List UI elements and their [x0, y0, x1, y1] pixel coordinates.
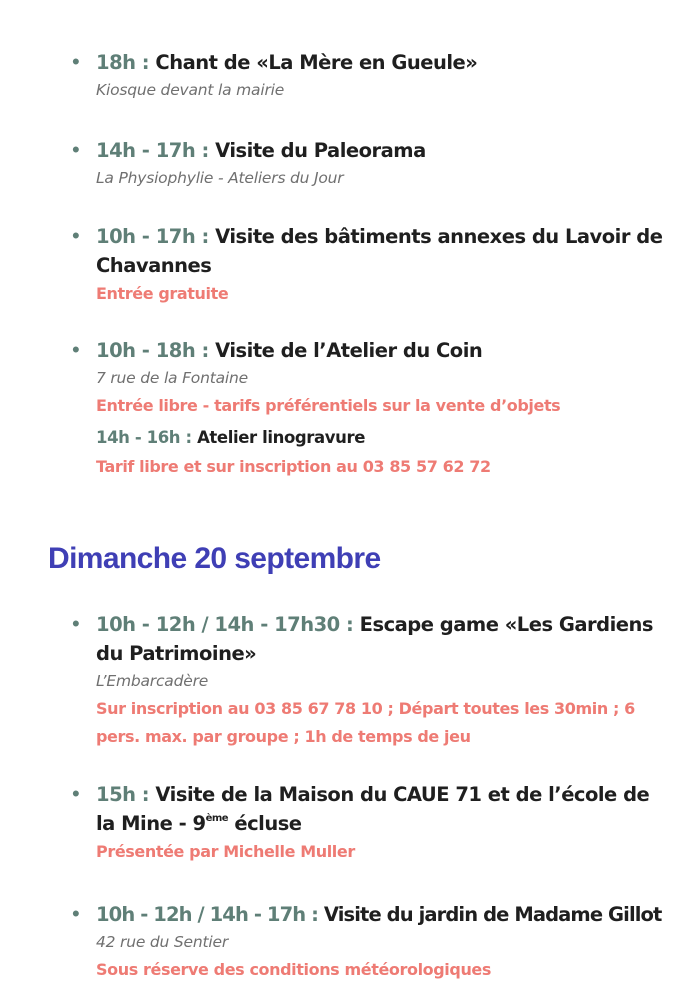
event-headline: [96, 48, 670, 77]
event-title-part1: Visite de la Maison du CAUE 71 et de l’école de la Mine - 9: [96, 783, 650, 835]
bullet-icon: •: [72, 611, 80, 636]
bullet-icon: •: [72, 781, 80, 806]
event-title: Visite du jardin de Madame Gillot: [323, 903, 662, 926]
event-item: [0, 900, 700, 984]
event-title-part2: écluse: [228, 812, 302, 835]
event-time: 10h - 12h / 14h - 17h :: [96, 903, 319, 926]
sub-event-headline: [96, 423, 670, 453]
event-headline: [96, 136, 670, 165]
event-headline: [96, 336, 670, 365]
event-headline: [96, 900, 670, 929]
day-heading: Dimanche 20 septembre: [48, 542, 381, 575]
event-note: Sur inscription au 03 85 67 78 10 ; Départ toutes les 30min ; 6 pers. max. par groupe ; 1h de temps de jeu: [96, 699, 635, 746]
event-title: Visite de l’Atelier du Coin: [215, 339, 483, 362]
bullet-icon: •: [72, 137, 80, 162]
event-location: L’Embarcadère: [96, 672, 209, 690]
event-location: 42 rue du Sentier: [96, 933, 228, 951]
sub-event-time: 14h - 16h :: [96, 428, 192, 447]
event-title: Escape game «Les Gardiens du Patrimoine»: [96, 613, 653, 665]
event-headline: [96, 610, 670, 668]
event-time: 10h - 18h :: [96, 339, 209, 362]
event-item: [0, 780, 700, 900]
sub-event-note: Tarif libre et sur inscription au 03 85 57 62 72: [96, 457, 491, 476]
event-note: Entrée libre - tarifs préférentiels sur la vente d’objets: [96, 396, 561, 415]
event-item: [0, 336, 700, 481]
event-item: [0, 222, 700, 336]
event-note: Sous réserve des conditions météorologiques: [96, 960, 492, 979]
event-item: [0, 48, 700, 136]
event-location: La Physiophylie - Ateliers du Jour: [96, 169, 344, 187]
event-headline: [96, 222, 670, 280]
bullet-icon: •: [72, 49, 80, 74]
event-time: 14h - 17h :: [96, 139, 209, 162]
event-title: Visite du Paleorama: [215, 139, 426, 162]
sunday-event-list: [0, 610, 700, 984]
bullet-icon: •: [72, 223, 80, 248]
sub-event-title: Atelier linogravure: [197, 428, 366, 447]
event-title: Chant de «La Mère en Gueule»: [155, 51, 478, 74]
event-location: 7 rue de la Fontaine: [96, 369, 248, 387]
event-item: [0, 136, 700, 222]
event-item: [0, 610, 700, 780]
saturday-event-list: [0, 48, 700, 481]
event-headline: [96, 780, 670, 838]
bullet-icon: •: [72, 337, 80, 362]
event-location: Kiosque devant la mairie: [96, 81, 285, 99]
bullet-icon: •: [72, 901, 80, 926]
event-title: Visite des bâtiments annexes du Lavoir de Chavannes: [96, 225, 663, 277]
event-note: Entrée gratuite: [96, 284, 229, 303]
event-time: 15h :: [96, 783, 150, 806]
event-time: 10h - 17h :: [96, 225, 209, 248]
event-title-superscript: ème: [205, 812, 229, 824]
event-time: 18h :: [96, 51, 150, 74]
event-note: Présentée par Michelle Muller: [96, 842, 355, 861]
event-time: 10h - 12h / 14h - 17h30 :: [96, 613, 354, 636]
